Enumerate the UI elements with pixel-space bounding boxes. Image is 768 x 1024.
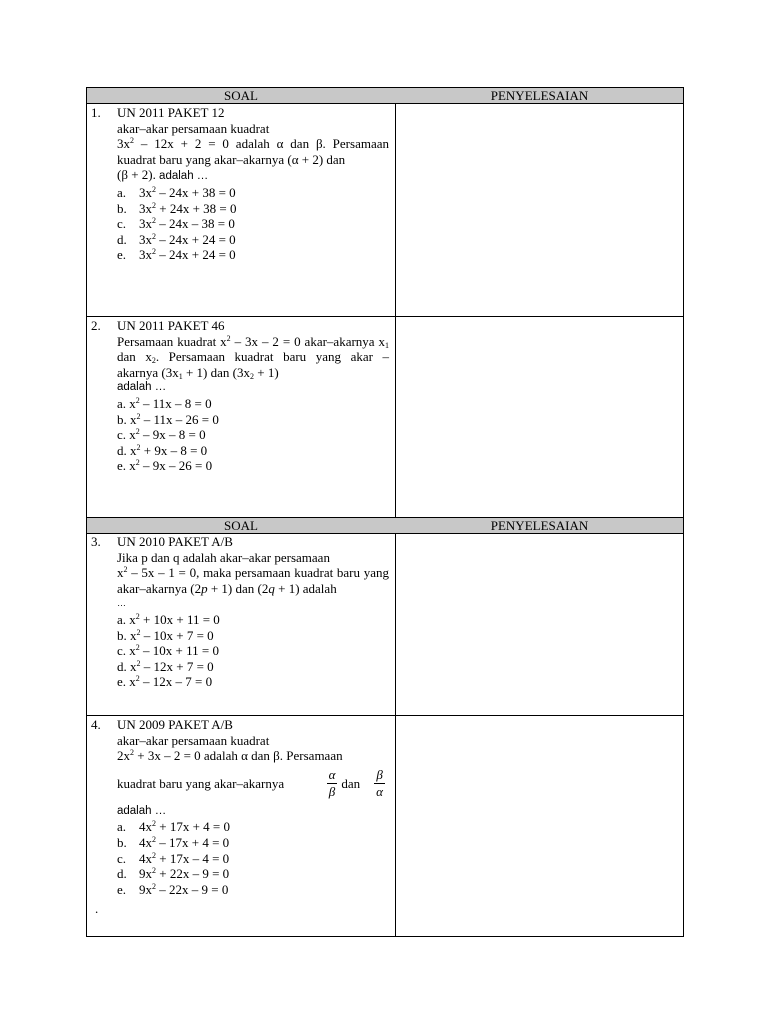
row-separator (87, 316, 683, 317)
option-b: b. $4x^2 - 17x + 4 = 0$ (117, 834, 230, 850)
question-text: Jika p dan q adalah akar–akar persamaan (117, 549, 330, 565)
question-text: $x^2 - 5x - 1 = 0$, maka persamaan kuadrat baru yang akar–akarnya (2p + 1) dan (2q + 1) adalah (117, 565, 389, 596)
question-text: Persamaan kuadrat $x^2 - 3x - 2 = 0$ akar–akarnya $x_1$ dan $x_2$. Persamaan kuadrat baru yang akar – akarnya $(3x_1 + 1)$ dan $(3x_2 + 1)$ (117, 333, 389, 381)
question-text: $2x^2 + 3x - 2 = 0$ adalah α dan β. Persamaan (117, 748, 343, 764)
answer-options (117, 612, 389, 690)
question-text: adalah … (117, 804, 167, 817)
answer-options (117, 819, 389, 897)
answer-options (117, 185, 389, 263)
question-number: 1. (91, 105, 101, 120)
fraction-beta-alpha: $\frac{\beta}{\alpha}$ (376, 767, 383, 800)
header-penyelesaian: PENYELESAIAN (490, 518, 589, 533)
trailing-mark: . (95, 901, 99, 917)
question-source: UN 2011 PAKET 12 (117, 105, 225, 120)
option-a: a. $x^2 - 11x - 8 = 0$ (117, 395, 212, 411)
option-d: d. $9x^2 + 22x - 9 = 0$ (117, 866, 230, 882)
table-header (87, 517, 683, 534)
option-e: e. $3x^2 - 24x + 24 = 0$ (117, 247, 236, 263)
option-b: b. $3x^2 + 24x + 38 = 0$ (117, 200, 237, 216)
option-d: d. $3x^2 - 24x + 24 = 0$ (117, 231, 236, 247)
option-a: a. $4x^2 + 17x + 4 = 0$ (117, 819, 230, 835)
question-number: 3. (91, 534, 101, 549)
question-2 (89, 318, 389, 474)
column-divider (395, 88, 396, 936)
question-source: UN 2010 PAKET A/B (117, 534, 233, 549)
question-text: (β + 2). adalah … (117, 167, 209, 183)
option-a: a. $x^2 + 10x + 11 = 0$ (117, 611, 220, 627)
option-a: a. $3x^2 - 24x + 38 = 0$ (117, 184, 236, 200)
option-c: c. $3x^2 - 24x - 38 = 0$ (117, 216, 235, 232)
question-text: … (117, 598, 126, 609)
question-text: akar–akar persamaan kuadrat (117, 732, 270, 748)
fraction-alpha-beta: $\frac{\alpha}{\beta}$ (328, 767, 336, 800)
answer-options (117, 396, 389, 474)
question-text: kuadrat baru yang akar–akarnya $\frac{\alpha}{\beta}$ dan $\frac{\beta}{\alpha}$ (117, 767, 383, 800)
question-number: 4. (91, 717, 101, 732)
option-d: d. $x^2 + 9x - 8 = 0$ (117, 442, 208, 458)
question-text: akar–akar persamaan kuadrat (117, 120, 270, 136)
option-e: e. $9x^2 - 22x - 9 = 0$ (117, 881, 229, 897)
table-header (87, 88, 683, 104)
header-soal: SOAL (224, 88, 258, 103)
question-1 (89, 105, 389, 263)
question-4 (89, 717, 389, 917)
question-source: UN 2011 PAKET 46 (117, 318, 225, 333)
question-text: adalah … (117, 381, 167, 394)
question-table (86, 87, 684, 937)
option-b: b. $x^2 - 10x + 7 = 0$ (117, 627, 214, 643)
question-number: 2. (91, 318, 101, 333)
option-c: c. $x^2 - 9x - 8 = 0$ (117, 427, 206, 443)
header-soal: SOAL (224, 518, 258, 533)
option-d: d. $x^2 - 12x + 7 = 0$ (117, 658, 214, 674)
option-b: b. $x^2 - 11x - 26 = 0$ (117, 411, 219, 427)
header-penyelesaian: PENYELESAIAN (490, 88, 589, 103)
option-e: e. $x^2 - 9x - 26 = 0$ (117, 458, 213, 474)
option-c: c. $x^2 - 10x + 11 = 0$ (117, 643, 219, 659)
option-e: e. $x^2 - 12x - 7 = 0$ (117, 674, 213, 690)
question-source: UN 2009 PAKET A/B (117, 717, 233, 732)
question-3 (89, 534, 389, 690)
row-separator (87, 715, 683, 716)
option-c: c. $4x^2 + 17x - 4 = 0$ (117, 850, 230, 866)
question-text: $3x^2 - 12x + 2 = 0$ adalah α dan β. Persamaan kuadrat baru yang akar–akarnya (α + 2) dan (117, 136, 389, 167)
